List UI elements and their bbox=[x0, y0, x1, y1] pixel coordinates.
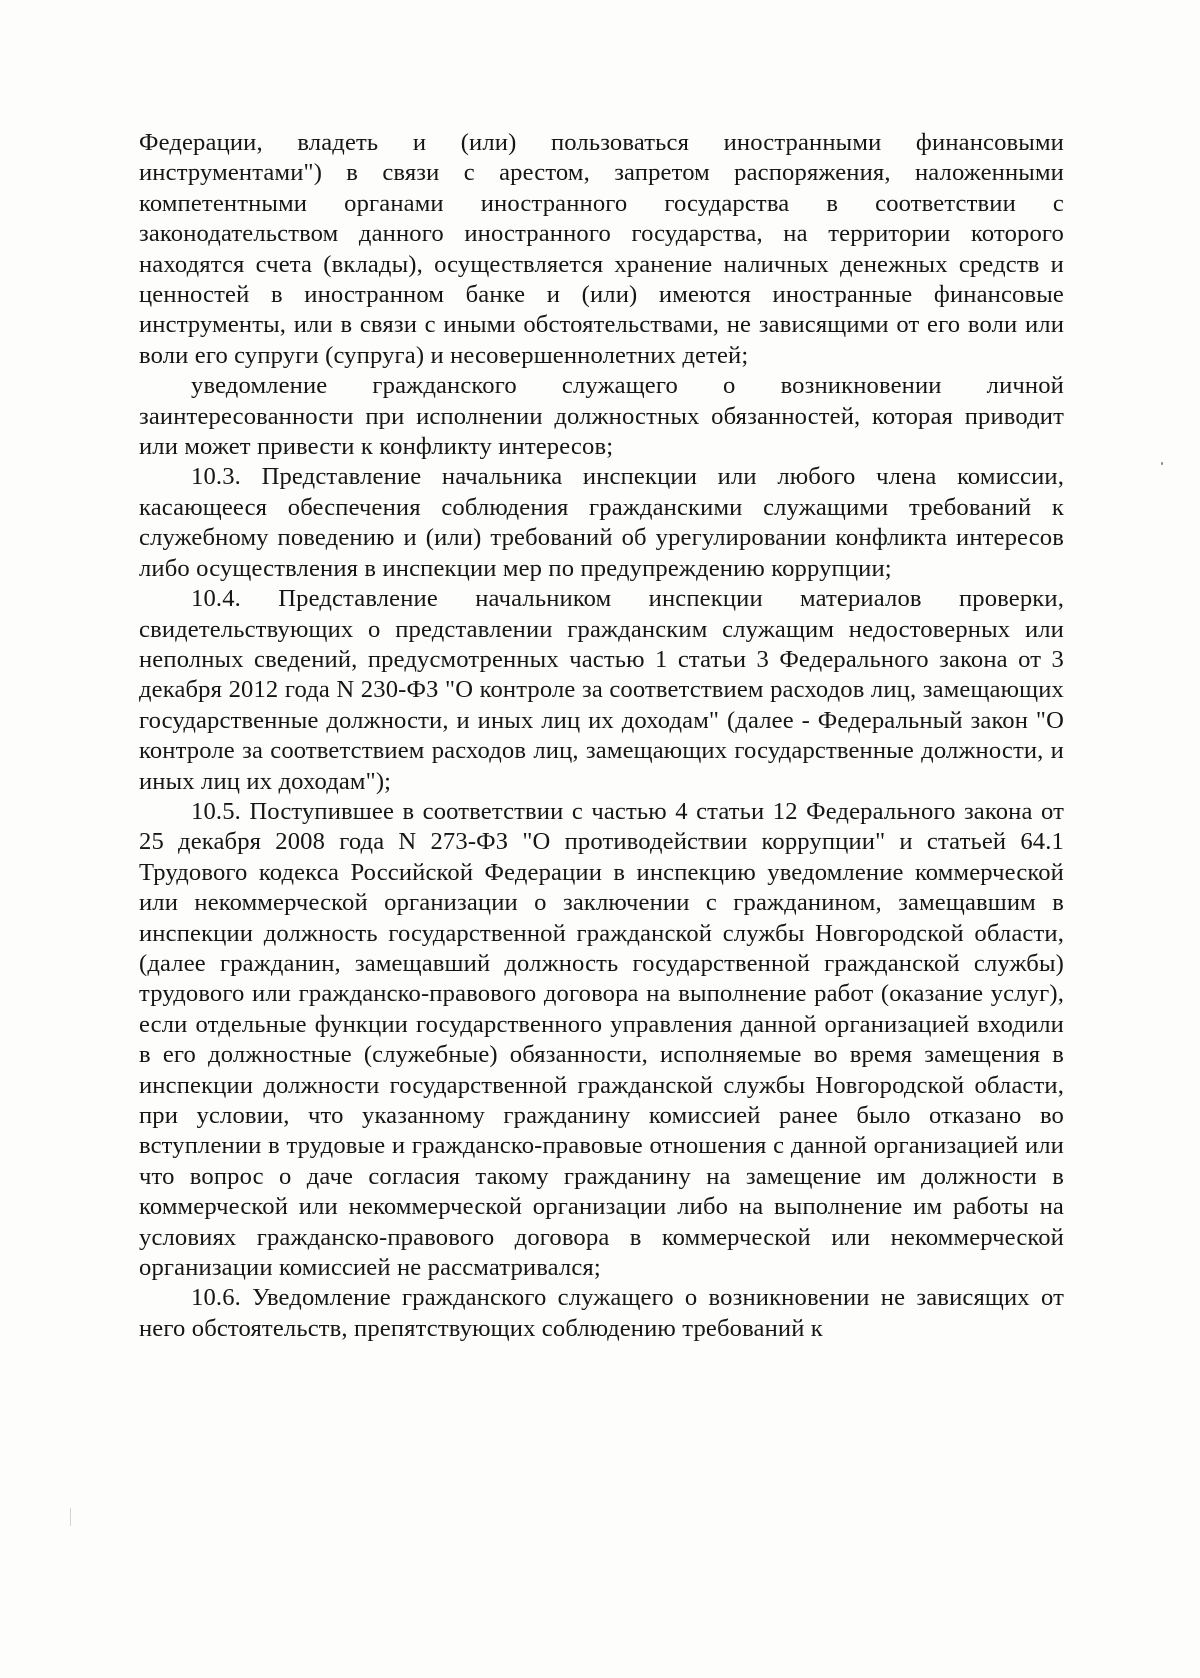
document-body bbox=[139, 128, 1064, 1344]
paragraph-continuation: Федерации, владеть и (или) пользоваться иностранными финансовыми инструментами") в связи с арестом, запретом распоряжения, наложенными компетентными органами иностранного государства в соответствии с законодательством данного иностранного государства, на территории которого находятся счета (вклады), осуществляется хранение наличных денежных средств и ценностей в иностранном банке и (или) имеются иностранные финансовые инструменты, или в связи с иными обстоятельствами, не зависящими от его воли или воли его супруги (супруга) и несовершеннолетних детей; bbox=[139, 129, 1064, 369]
paragraph-item-10-4: 10.4. Представление начальником инспекции материалов проверки, свидетельствующих о представлении гражданским служащим недостоверных или неполных сведений, предусмотренных частью 1 статьи 3 Федерального закона от 3 декабря 2012 года N 230-ФЗ "О контроле за соответствием расходов лиц, замещающих государственные должности, и иных лиц их доходам" (далее - Федеральный закон "О контроле за соответствием расходов лиц, замещающих государственные должности, и иных лиц их доходам"); bbox=[139, 585, 1064, 795]
paragraph-item-10-3: 10.3. Представление начальника инспекции или любого члена комиссии, касающееся обеспечения соблюдения гражданскими служащими требований к служебному поведению и (или) требований об урегулировании конфликта интересов либо осуществления в инспекции мер по предупреждению коррупции; bbox=[139, 463, 1064, 582]
paragraph-item-10-5: 10.5. Поступившее в соответствии с частью 4 статьи 12 Федерального закона от 25 декабря 2008 года N 273-ФЗ "О противодействии коррупции" и статьей 64.1 Трудового кодекса Российской Федерации в инспекцию уведомление коммерческой или некоммерческой организации о заключении с гражданином, замещавшим в инспекции должность государственной гражданской службы Новгородской области, (далее гражданин, замещавший должность государственной гражданской службы) трудового или гражданско-правового договора на выполнение работ (оказание услуг), если отдельные функции государственного управления данной организацией входили в его должностные (служебные) обязанности, исполняемые во время замещения в инспекции должности государственной гражданской службы Новгородской области, при условии, что указанному гражданину комиссией ранее было отказано во вступлении в трудовые и гражданско-правовые отношения с данной организацией или что вопрос о даче согласия такому гражданину на замещение им должности в коммерческой или некоммерческой организации либо на выполнение им работы на условиях гражданско-правового договора в коммерческой или некоммерческой организации комиссией не рассматривался; bbox=[139, 797, 1064, 1282]
paragraph-item-10-6: 10.6. Уведомление гражданского служащего о возникновении не зависящих от него обстоятельств, препятствующих соблюдению требований к bbox=[139, 1284, 1064, 1342]
paragraph-conflict-notice: уведомление гражданского служащего о возникновении личной заинтересованности при исполнении должностных обязанностей, которая приводит или может привести к конфликту интересов; bbox=[139, 372, 1064, 461]
scan-speck bbox=[1161, 462, 1163, 465]
scan-speck bbox=[70, 1508, 71, 1526]
